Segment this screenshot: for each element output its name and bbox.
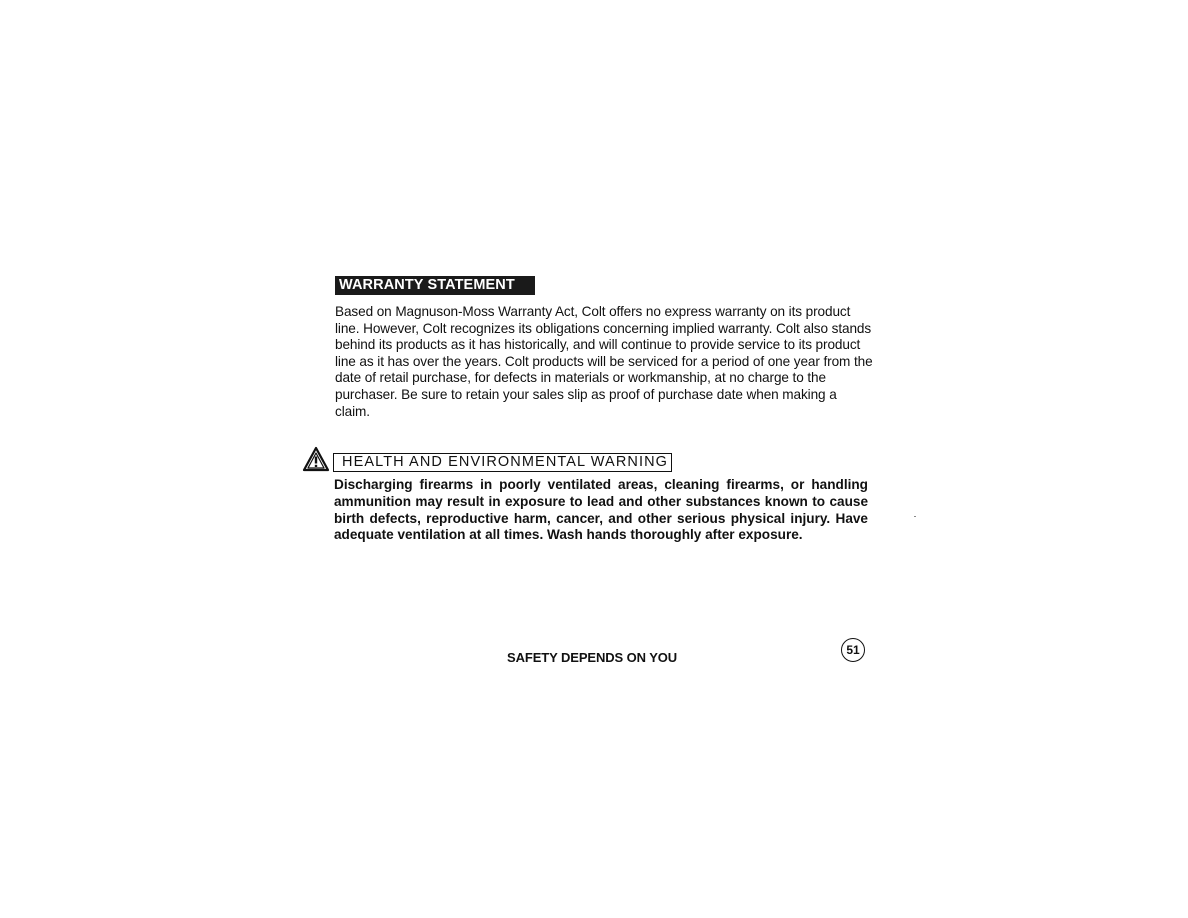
footer-title: SAFETY DEPENDS ON YOU [507, 650, 678, 665]
page-number: 51 [841, 638, 865, 662]
health-warning-heading: HEALTH AND ENVIRONMENTAL WARNING [333, 453, 672, 472]
warranty-statement-heading: WARRANTY STATEMENT [335, 276, 535, 295]
health-warning-body: Discharging firearms in poorly ventilated areas, cleaning firearms, or handling ammunition may result in exposure to lead and other substances known to cause birth defects, reproductive harm, cancer, and other serious physical injury. Have adequate ventilation at all times. Wash hands thoroughly after exposure. [334, 477, 868, 543]
scan-speck [914, 516, 916, 517]
warning-triangle-icon [302, 446, 330, 472]
warranty-statement-body: Based on Magnuson-Moss Warranty Act, Colt offers no express warranty on its product line. However, Colt recognizes its obligations concerning implied warranty. Colt also stands behind its products as it has historically, and will continue to provide service to its product line as it has over the years. Colt products will be serviced for a period of one year from the date of retail purchase, for defects in materials or workmanship, at no charge to the purchaser. Be sure to retain your sales slip as proof of purchase date when making a claim. [335, 304, 873, 419]
